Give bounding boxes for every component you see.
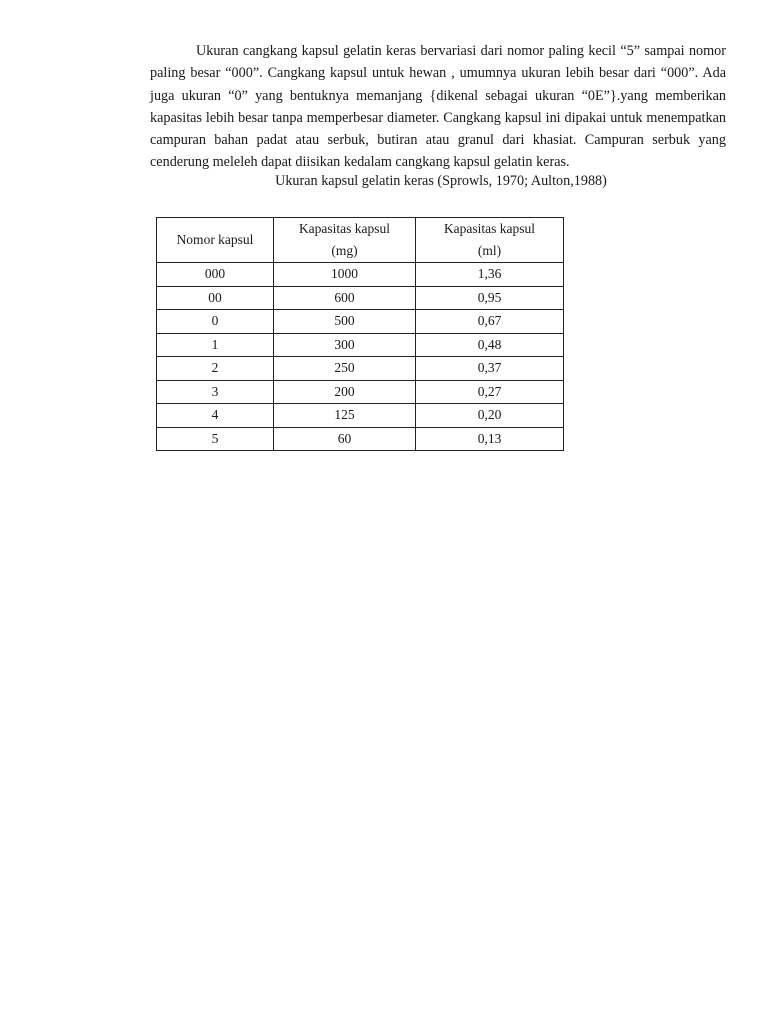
table-row [157, 380, 564, 404]
document-page [150, 40, 726, 446]
cell-mg: 200 [274, 380, 416, 404]
cell-mg: 250 [274, 357, 416, 381]
cell-mg: 60 [274, 427, 416, 451]
cell-ml: 0,48 [416, 333, 564, 357]
cell-mg: 500 [274, 310, 416, 334]
cell-nomor: 000 [157, 263, 274, 287]
table-row [157, 333, 564, 357]
table-row [157, 263, 564, 287]
cell-nomor: 4 [157, 404, 274, 428]
header-kapasitas-mg-line2: (mg) [331, 243, 358, 258]
cell-nomor: 0 [157, 310, 274, 334]
cell-nomor: 5 [157, 427, 274, 451]
cell-ml: 0,95 [416, 286, 564, 310]
cell-mg: 1000 [274, 263, 416, 287]
table-row [157, 286, 564, 310]
table-row [157, 427, 564, 451]
header-kapasitas-ml [416, 218, 564, 263]
capsule-size-table [156, 217, 564, 451]
cell-ml: 1,36 [416, 263, 564, 287]
header-kapasitas-mg-line1: Kapasitas kapsul [298, 221, 391, 236]
header-kapasitas-mg [274, 218, 416, 263]
cell-nomor: 3 [157, 380, 274, 404]
header-kapasitas-ml-line1: Kapasitas kapsul [443, 221, 536, 236]
table-caption: Ukuran kapsul gelatin keras (Sprowls, 1970; Aulton,1988) [275, 172, 607, 189]
header-nomor-kapsul: Nomor kapsul [157, 218, 274, 263]
cell-ml: 0,20 [416, 404, 564, 428]
cell-ml: 0,37 [416, 357, 564, 381]
cell-ml: 0,67 [416, 310, 564, 334]
cell-mg: 125 [274, 404, 416, 428]
table-row [157, 404, 564, 428]
header-kapasitas-ml-line2: (ml) [477, 243, 502, 258]
cell-nomor: 1 [157, 333, 274, 357]
cell-mg: 600 [274, 286, 416, 310]
table-header-row [157, 218, 564, 263]
cell-mg: 300 [274, 333, 416, 357]
cell-nomor: 00 [157, 286, 274, 310]
table-row [157, 357, 564, 381]
cell-ml: 0,27 [416, 380, 564, 404]
cell-nomor: 2 [157, 357, 274, 381]
table-row [157, 310, 564, 334]
cell-ml: 0,13 [416, 427, 564, 451]
body-paragraph: Ukuran cangkang kapsul gelatin keras bervariasi dari nomor paling kecil “5” sampai nomor paling besar “000”. Cangkang kapsul untuk hewan , umumnya ukuran lebih besar dari “000”. Ada juga ukuran “0” yang bentuknya memanjang {dikenal sebagai ukuran “0E”}.yang memberikan kapasitas lebih besar tanpa memperbesar diameter. Cangkang kapsul ini dipakai untuk menempatkan campuran bahan padat atau serbuk, butiran atau granul dari khasiat. Campuran serbuk yang cenderung meleleh dapat diisikan kedalam cangkang kapsul gelatin keras. [150, 43, 726, 171]
